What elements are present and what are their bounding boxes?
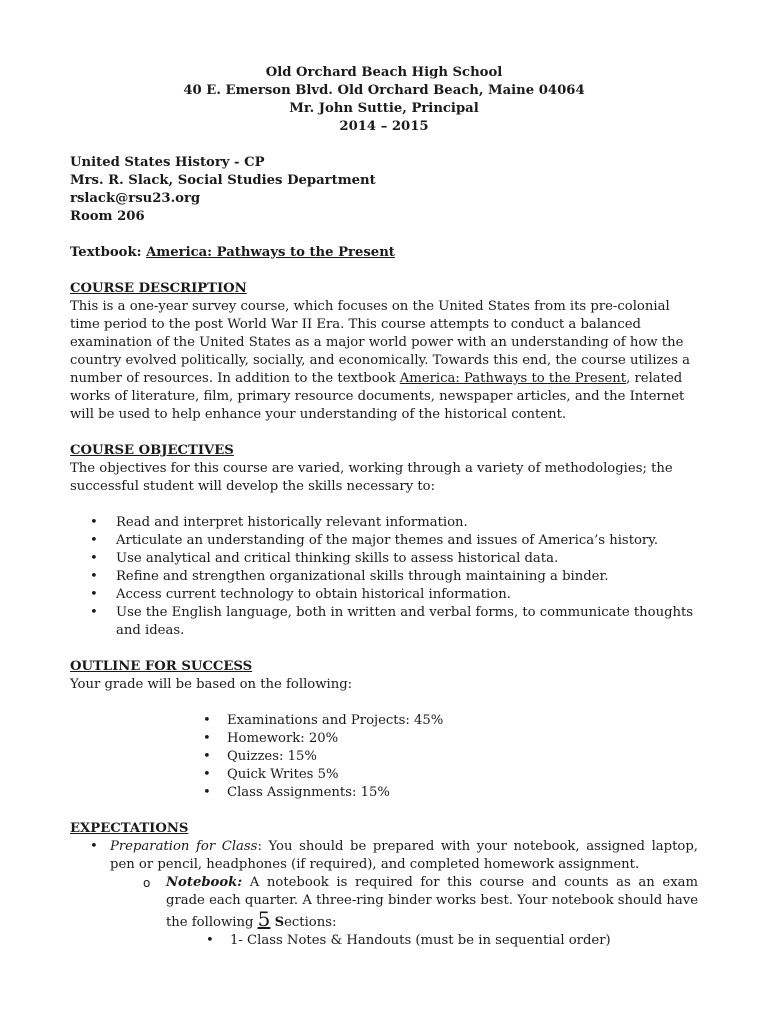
notebook-text: A notebook is required for this course and counts as an exam grade each quarter. A three-ring binder works best. Your notebook should have the following (166, 875, 698, 930)
list-item (70, 532, 698, 550)
grade-item-text: Quizzes: 15% (227, 749, 317, 764)
objective-text: Use analytical and critical thinking skills to assess historical data. (116, 551, 559, 566)
teacher-email: rslack@rsu23.org (70, 191, 201, 206)
list-item (70, 784, 698, 802)
expectations-list (70, 838, 698, 874)
description-text-after: , related works of literature, film, primary resource documents, newspaper articles, and the Internet will be used to help enhance your understanding of the historical content. (70, 371, 685, 422)
textbook-line (70, 244, 698, 262)
course-description (70, 280, 698, 424)
bullet-icon: • (203, 785, 211, 800)
bullet-icon: • (90, 551, 98, 566)
grade-item-text: Homework: 20% (227, 731, 339, 746)
outline-title: OUTLINE FOR SUCCESS (70, 659, 253, 674)
teacher-name: Mrs. R. Slack, Social Studies Department (70, 173, 376, 188)
notebook-label: Notebook: (166, 875, 243, 890)
course-objectives (70, 442, 698, 640)
grade-item-text: Class Assignments: 15% (227, 785, 390, 800)
school-name: Old Orchard Beach High School (265, 65, 503, 80)
bullet-icon: • (90, 605, 98, 620)
grade-item-text: Quick Writes 5% (227, 767, 339, 782)
objective-text: Read and interpret historically relevant information. (116, 515, 468, 530)
bullet-icon: • (90, 515, 98, 530)
bullet-icon: • (90, 533, 98, 548)
bullet-icon: • (206, 933, 214, 948)
bullet-icon: • (90, 839, 98, 854)
course-info (70, 154, 698, 226)
outline-intro: Your grade will be based on the following: (70, 677, 353, 692)
textbook-title: America: Pathways to the Present (146, 245, 395, 260)
header-block (70, 64, 698, 136)
objective-text: Use the English language, both in written and verbal forms, to communicate thoughts and ideas. (116, 605, 694, 638)
sections-s: S (274, 915, 285, 930)
school-year: 2014 – 2015 (339, 119, 429, 134)
objectives-list (70, 514, 698, 640)
list-item (70, 932, 698, 950)
bullet-icon: • (203, 731, 211, 746)
description-text (70, 298, 698, 424)
list-item (70, 838, 698, 874)
list-item (70, 748, 698, 766)
outline-for-success (70, 658, 698, 802)
circle-bullet-icon: o (143, 876, 151, 890)
sections-count: 5 (257, 907, 271, 931)
prep-text: : You should be prepared with your notebook, assigned laptop, pen or pencil, headphones (if required), and completed homework assignment. (110, 839, 698, 872)
description-book: America: Pathways to the Present (399, 371, 627, 386)
prep-label: Preparation for Class (110, 839, 258, 854)
list-item (70, 766, 698, 784)
expectations (70, 820, 698, 950)
room-number: Room 206 (70, 209, 145, 224)
list-item (70, 568, 698, 586)
list-item (70, 730, 698, 748)
principal-line: Mr. John Suttie, Principal (289, 101, 479, 116)
bullet-icon: • (203, 749, 211, 764)
objective-text: Access current technology to obtain historical information. (116, 587, 511, 602)
grade-item-text: Examinations and Projects: 45% (227, 713, 444, 728)
list-item (70, 712, 698, 730)
objectives-title: COURSE OBJECTIVES (70, 443, 234, 458)
textbook-label: Textbook: (70, 245, 142, 260)
expectations-title: EXPECTATIONS (70, 821, 189, 836)
list-item (70, 604, 698, 640)
bullet-icon: • (90, 569, 98, 584)
objectives-intro: The objectives for this course are varied, working through a variety of methodologies; the successful student will develop the skills necessary to: (70, 461, 673, 494)
grade-breakdown-list (70, 712, 698, 802)
bullet-icon: • (90, 587, 98, 602)
list-item (70, 514, 698, 532)
course-name: United States History - CP (70, 155, 265, 170)
description-text-before: This is a one-year survey course, which focuses on the United States from its pre-colonial time period to the post World War II Era. This course attempts to conduct a balanced examination of the United States as a major world power with an understanding of how the country evolved politically, socially, and economically. Towards this end, the course utilizes a number of resources. In addition to the textbook (70, 299, 691, 386)
description-title: COURSE DESCRIPTION (70, 281, 247, 296)
list-item (70, 586, 698, 604)
list-item (70, 550, 698, 568)
section-item-text: 1- Class Notes & Handouts (must be in sequential order) (230, 933, 611, 948)
sections-rest: ections: (284, 915, 337, 930)
bullet-icon: • (203, 713, 211, 728)
notebook-item (70, 874, 698, 932)
school-address: 40 E. Emerson Blvd. Old Orchard Beach, Maine 04064 (183, 83, 585, 98)
bullet-icon: • (203, 767, 211, 782)
objective-text: Refine and strengthen organizational skills through maintaining a binder. (116, 569, 609, 584)
objective-text: Articulate an understanding of the major themes and issues of America’s history. (116, 533, 659, 548)
